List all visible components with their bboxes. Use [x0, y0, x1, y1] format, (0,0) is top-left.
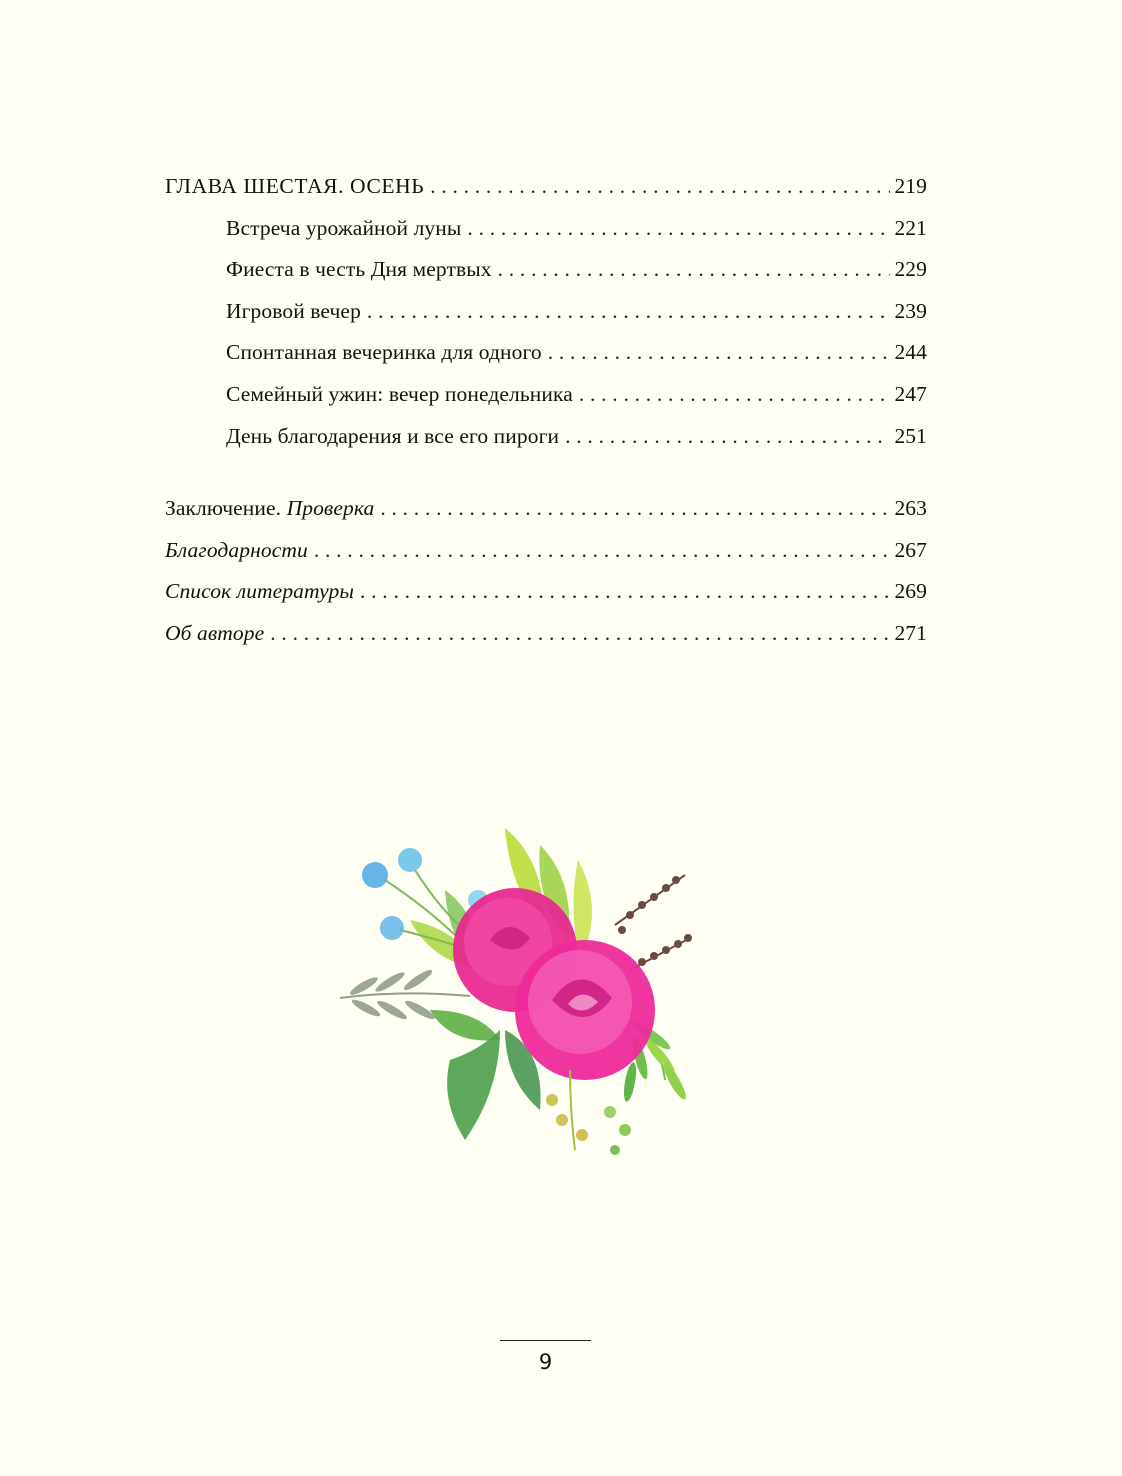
bouquet-illustration	[330, 820, 750, 1160]
dot-leader	[314, 530, 891, 572]
dot-leader	[270, 613, 890, 655]
toc-entry-title: Спонтанная вечеринка для одного	[226, 340, 542, 365]
toc-entry-page: 221	[894, 215, 927, 240]
toc-about-author-entry[interactable]	[165, 613, 927, 655]
toc-entry-title: Семейный ужин: вечер понедельника	[226, 381, 573, 406]
toc-entry-subtitle: Проверка	[286, 496, 375, 521]
toc-section-entry[interactable]	[165, 416, 927, 458]
dot-leader	[467, 208, 890, 250]
toc-entry-title	[165, 488, 374, 530]
toc-entry-title: Игровой вечер	[226, 298, 361, 323]
dot-leader	[430, 166, 890, 208]
toc-section-entry[interactable]	[165, 291, 927, 333]
toc-section-entry[interactable]	[165, 208, 927, 250]
rose-front	[515, 940, 655, 1080]
toc-entry-title: День благодарения и все его пироги	[226, 423, 560, 448]
toc-entry-title: ГЛАВА ШЕСТАЯ. ОСЕНЬ	[165, 174, 425, 198]
dot-leader	[565, 416, 890, 458]
toc-section-entry[interactable]	[165, 374, 927, 416]
toc-conclusion-entry[interactable]	[165, 488, 927, 530]
toc-entry-prefix: Заключение.	[165, 496, 282, 521]
toc-entry-page: 251	[894, 423, 927, 448]
toc-entry-title: Об авторе	[165, 620, 265, 645]
toc-section-entry[interactable]	[165, 249, 927, 291]
page-number: 9	[538, 1350, 553, 1374]
toc-entry-page: 239	[894, 298, 927, 323]
toc-entry-title: Встреча урожайной луны	[226, 215, 462, 240]
toc-entry-page: 244	[894, 340, 927, 365]
toc-entry-page: 267	[894, 537, 927, 562]
toc-entry-page: 219	[894, 174, 927, 198]
toc-bibliography-entry[interactable]	[165, 571, 927, 613]
toc-section-entry[interactable]	[165, 332, 927, 374]
toc-entry-page: 271	[894, 620, 927, 645]
dot-leader	[548, 332, 891, 374]
toc-entry-page: 263	[894, 496, 927, 521]
toc-entry-title: Благодарности	[165, 537, 308, 562]
dot-leader	[367, 291, 891, 333]
watercolor-rose-bouquet-icon	[330, 820, 750, 1160]
yellow-berries	[546, 1070, 631, 1155]
toc-entry-page: 269	[894, 579, 927, 604]
toc-chapter-entry[interactable]	[165, 166, 927, 208]
dot-leader	[579, 374, 891, 416]
dot-leader	[380, 488, 890, 530]
dot-leader	[498, 249, 891, 291]
toc-entry-title: Фиеста в честь Дня мертвых	[226, 257, 492, 282]
dot-leader	[360, 571, 890, 613]
footer-rule	[500, 1340, 591, 1341]
toc-acknowledgements-entry[interactable]	[165, 530, 927, 572]
toc-entry-page: 247	[894, 381, 927, 406]
toc-entry-title: Список литературы	[165, 579, 354, 604]
table-of-contents	[165, 166, 927, 655]
toc-entry-page: 229	[894, 257, 927, 282]
